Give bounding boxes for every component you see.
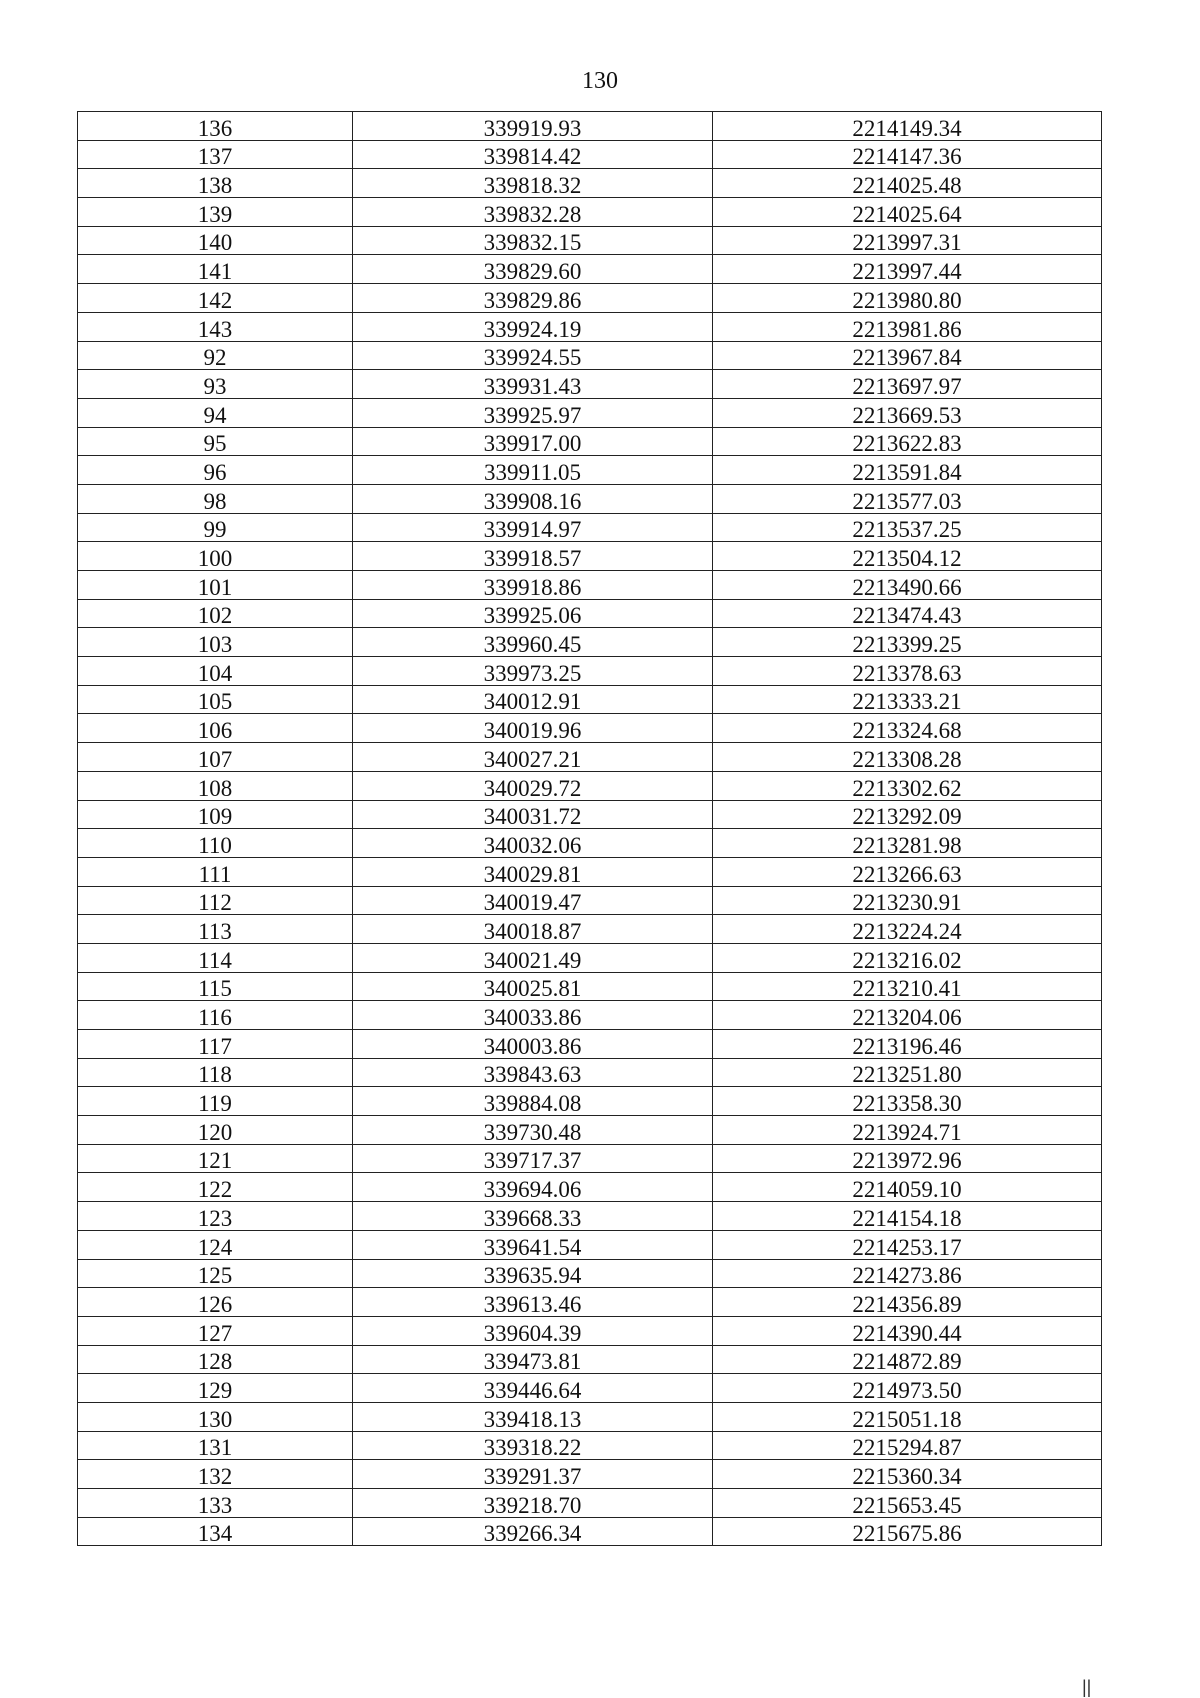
x-coordinate-cell: 339418.13 xyxy=(353,1402,713,1431)
y-coordinate-cell: 2213967.84 xyxy=(713,341,1102,370)
point-number-cell: 129 xyxy=(78,1374,353,1403)
x-coordinate-cell: 339925.06 xyxy=(353,599,713,628)
y-coordinate-cell: 2213972.96 xyxy=(713,1144,1102,1173)
x-coordinate-cell: 339931.43 xyxy=(353,370,713,399)
y-coordinate-cell: 2213924.71 xyxy=(713,1116,1102,1145)
x-coordinate-cell: 339613.46 xyxy=(353,1288,713,1317)
point-number-cell: 130 xyxy=(78,1402,353,1431)
x-coordinate-cell: 339668.33 xyxy=(353,1202,713,1231)
y-coordinate-cell: 2213216.02 xyxy=(713,943,1102,972)
y-coordinate-cell: 2213697.97 xyxy=(713,370,1102,399)
point-number-cell: 117 xyxy=(78,1030,353,1059)
y-coordinate-cell: 2214059.10 xyxy=(713,1173,1102,1202)
table-row xyxy=(78,1489,1102,1518)
table-row xyxy=(78,427,1102,456)
point-number-cell: 95 xyxy=(78,427,353,456)
table-row xyxy=(78,829,1102,858)
point-number-cell: 125 xyxy=(78,1259,353,1288)
table-row xyxy=(78,255,1102,284)
x-coordinate-cell: 339832.28 xyxy=(353,198,713,227)
point-number-cell: 116 xyxy=(78,1001,353,1030)
point-number-cell: 94 xyxy=(78,398,353,427)
y-coordinate-cell: 2213490.66 xyxy=(713,571,1102,600)
x-coordinate-cell: 339473.81 xyxy=(353,1345,713,1374)
x-coordinate-cell: 339924.55 xyxy=(353,341,713,370)
y-coordinate-cell: 2215675.86 xyxy=(713,1517,1102,1546)
table-row xyxy=(78,714,1102,743)
coordinates-table-body xyxy=(78,112,1102,1546)
point-number-cell: 132 xyxy=(78,1460,353,1489)
table-row xyxy=(78,628,1102,657)
y-coordinate-cell: 2214872.89 xyxy=(713,1345,1102,1374)
point-number-cell: 126 xyxy=(78,1288,353,1317)
point-number-cell: 107 xyxy=(78,743,353,772)
coordinates-table xyxy=(77,111,1102,1546)
y-coordinate-cell: 2213224.24 xyxy=(713,915,1102,944)
x-coordinate-cell: 340029.81 xyxy=(353,857,713,886)
y-coordinate-cell: 2213204.06 xyxy=(713,1001,1102,1030)
y-coordinate-cell: 2213669.53 xyxy=(713,398,1102,427)
table-row xyxy=(78,1030,1102,1059)
y-coordinate-cell: 2213474.43 xyxy=(713,599,1102,628)
table-row xyxy=(78,1001,1102,1030)
table-row xyxy=(78,1230,1102,1259)
x-coordinate-cell: 339919.93 xyxy=(353,112,713,141)
table-row xyxy=(78,1402,1102,1431)
point-number-cell: 127 xyxy=(78,1316,353,1345)
y-coordinate-cell: 2215294.87 xyxy=(713,1431,1102,1460)
table-row xyxy=(78,800,1102,829)
table-row xyxy=(78,1288,1102,1317)
point-number-cell: 103 xyxy=(78,628,353,657)
point-number-cell: 114 xyxy=(78,943,353,972)
y-coordinate-cell: 2213302.62 xyxy=(713,771,1102,800)
point-number-cell: 99 xyxy=(78,513,353,542)
x-coordinate-cell: 339925.97 xyxy=(353,398,713,427)
table-row xyxy=(78,1374,1102,1403)
table-row xyxy=(78,226,1102,255)
y-coordinate-cell: 2213981.86 xyxy=(713,312,1102,341)
point-number-cell: 104 xyxy=(78,657,353,686)
x-coordinate-cell: 340018.87 xyxy=(353,915,713,944)
table-row xyxy=(78,1173,1102,1202)
x-coordinate-cell: 339818.32 xyxy=(353,169,713,198)
table-row xyxy=(78,456,1102,485)
point-number-cell: 98 xyxy=(78,484,353,513)
point-number-cell: 140 xyxy=(78,226,353,255)
point-number-cell: 138 xyxy=(78,169,353,198)
table-row xyxy=(78,571,1102,600)
table-row xyxy=(78,1202,1102,1231)
x-coordinate-cell: 339908.16 xyxy=(353,484,713,513)
x-coordinate-cell: 340019.96 xyxy=(353,714,713,743)
y-coordinate-cell: 2213399.25 xyxy=(713,628,1102,657)
x-coordinate-cell: 339694.06 xyxy=(353,1173,713,1202)
table-row xyxy=(78,886,1102,915)
table-row xyxy=(78,1517,1102,1546)
table-row xyxy=(78,943,1102,972)
point-number-cell: 101 xyxy=(78,571,353,600)
page-number: 130 xyxy=(582,68,618,94)
x-coordinate-cell: 340033.86 xyxy=(353,1001,713,1030)
table-row xyxy=(78,685,1102,714)
table-row xyxy=(78,771,1102,800)
y-coordinate-cell: 2214149.34 xyxy=(713,112,1102,141)
y-coordinate-cell: 2214973.50 xyxy=(713,1374,1102,1403)
point-number-cell: 142 xyxy=(78,284,353,313)
point-number-cell: 137 xyxy=(78,140,353,169)
y-coordinate-cell: 2213622.83 xyxy=(713,427,1102,456)
point-number-cell: 93 xyxy=(78,370,353,399)
y-coordinate-cell: 2214273.86 xyxy=(713,1259,1102,1288)
y-coordinate-cell: 2213997.31 xyxy=(713,226,1102,255)
x-coordinate-cell: 339730.48 xyxy=(353,1116,713,1145)
table-row xyxy=(78,1460,1102,1489)
x-coordinate-cell: 339641.54 xyxy=(353,1230,713,1259)
x-coordinate-cell: 340032.06 xyxy=(353,829,713,858)
x-coordinate-cell: 339218.70 xyxy=(353,1489,713,1518)
x-coordinate-cell: 340027.21 xyxy=(353,743,713,772)
point-number-cell: 113 xyxy=(78,915,353,944)
y-coordinate-cell: 2214025.64 xyxy=(713,198,1102,227)
point-number-cell: 124 xyxy=(78,1230,353,1259)
point-number-cell: 139 xyxy=(78,198,353,227)
y-coordinate-cell: 2215360.34 xyxy=(713,1460,1102,1489)
y-coordinate-cell: 2213324.68 xyxy=(713,714,1102,743)
x-coordinate-cell: 339924.19 xyxy=(353,312,713,341)
table-row xyxy=(78,915,1102,944)
y-coordinate-cell: 2213537.25 xyxy=(713,513,1102,542)
y-coordinate-cell: 2213358.30 xyxy=(713,1087,1102,1116)
y-coordinate-cell: 2213577.03 xyxy=(713,484,1102,513)
point-number-cell: 92 xyxy=(78,341,353,370)
y-coordinate-cell: 2213378.63 xyxy=(713,657,1102,686)
y-coordinate-cell: 2214025.48 xyxy=(713,169,1102,198)
table-row xyxy=(78,542,1102,571)
point-number-cell: 109 xyxy=(78,800,353,829)
y-coordinate-cell: 2213196.46 xyxy=(713,1030,1102,1059)
y-coordinate-cell: 2213281.98 xyxy=(713,829,1102,858)
point-number-cell: 134 xyxy=(78,1517,353,1546)
x-coordinate-cell: 340019.47 xyxy=(353,886,713,915)
point-number-cell: 122 xyxy=(78,1173,353,1202)
table-row xyxy=(78,1144,1102,1173)
y-coordinate-cell: 2213591.84 xyxy=(713,456,1102,485)
table-row xyxy=(78,972,1102,1001)
point-number-cell: 121 xyxy=(78,1144,353,1173)
y-coordinate-cell: 2213210.41 xyxy=(713,972,1102,1001)
table-row xyxy=(78,284,1102,313)
table-row xyxy=(78,657,1102,686)
table-row xyxy=(78,1345,1102,1374)
point-number-cell: 118 xyxy=(78,1058,353,1087)
table-row xyxy=(78,312,1102,341)
x-coordinate-cell: 340029.72 xyxy=(353,771,713,800)
point-number-cell: 131 xyxy=(78,1431,353,1460)
x-coordinate-cell: 339843.63 xyxy=(353,1058,713,1087)
edge-mark: || xyxy=(1082,1677,1092,1697)
x-coordinate-cell: 339291.37 xyxy=(353,1460,713,1489)
point-number-cell: 128 xyxy=(78,1345,353,1374)
point-number-cell: 108 xyxy=(78,771,353,800)
x-coordinate-cell: 339717.37 xyxy=(353,1144,713,1173)
table-row xyxy=(78,1316,1102,1345)
x-coordinate-cell: 340025.81 xyxy=(353,972,713,1001)
table-row xyxy=(78,1259,1102,1288)
x-coordinate-cell: 339814.42 xyxy=(353,140,713,169)
y-coordinate-cell: 2214147.36 xyxy=(713,140,1102,169)
point-number-cell: 112 xyxy=(78,886,353,915)
x-coordinate-cell: 339918.86 xyxy=(353,571,713,600)
table-row xyxy=(78,341,1102,370)
y-coordinate-cell: 2213292.09 xyxy=(713,800,1102,829)
point-number-cell: 120 xyxy=(78,1116,353,1145)
x-coordinate-cell: 339884.08 xyxy=(353,1087,713,1116)
x-coordinate-cell: 339960.45 xyxy=(353,628,713,657)
table-row xyxy=(78,370,1102,399)
y-coordinate-cell: 2213997.44 xyxy=(713,255,1102,284)
table-row xyxy=(78,1116,1102,1145)
point-number-cell: 136 xyxy=(78,112,353,141)
y-coordinate-cell: 2213504.12 xyxy=(713,542,1102,571)
point-number-cell: 123 xyxy=(78,1202,353,1231)
point-number-cell: 119 xyxy=(78,1087,353,1116)
x-coordinate-cell: 339918.57 xyxy=(353,542,713,571)
table-row xyxy=(78,857,1102,886)
x-coordinate-cell: 339832.15 xyxy=(353,226,713,255)
x-coordinate-cell: 339266.34 xyxy=(353,1517,713,1546)
table-row xyxy=(78,1058,1102,1087)
y-coordinate-cell: 2213333.21 xyxy=(713,685,1102,714)
x-coordinate-cell: 339911.05 xyxy=(353,456,713,485)
x-coordinate-cell: 339914.97 xyxy=(353,513,713,542)
table-row xyxy=(78,599,1102,628)
point-number-cell: 115 xyxy=(78,972,353,1001)
x-coordinate-cell: 339604.39 xyxy=(353,1316,713,1345)
point-number-cell: 111 xyxy=(78,857,353,886)
y-coordinate-cell: 2213266.63 xyxy=(713,857,1102,886)
table-row xyxy=(78,743,1102,772)
x-coordinate-cell: 340012.91 xyxy=(353,685,713,714)
point-number-cell: 110 xyxy=(78,829,353,858)
x-coordinate-cell: 340031.72 xyxy=(353,800,713,829)
point-number-cell: 105 xyxy=(78,685,353,714)
point-number-cell: 141 xyxy=(78,255,353,284)
x-coordinate-cell: 339635.94 xyxy=(353,1259,713,1288)
y-coordinate-cell: 2215051.18 xyxy=(713,1402,1102,1431)
x-coordinate-cell: 339829.86 xyxy=(353,284,713,313)
point-number-cell: 106 xyxy=(78,714,353,743)
y-coordinate-cell: 2213308.28 xyxy=(713,743,1102,772)
table-row xyxy=(78,1087,1102,1116)
y-coordinate-cell: 2214154.18 xyxy=(713,1202,1102,1231)
table-row xyxy=(78,140,1102,169)
y-coordinate-cell: 2214253.17 xyxy=(713,1230,1102,1259)
x-coordinate-cell: 340003.86 xyxy=(353,1030,713,1059)
x-coordinate-cell: 339318.22 xyxy=(353,1431,713,1460)
y-coordinate-cell: 2214356.89 xyxy=(713,1288,1102,1317)
table-row xyxy=(78,513,1102,542)
point-number-cell: 133 xyxy=(78,1489,353,1518)
table-row xyxy=(78,1431,1102,1460)
point-number-cell: 143 xyxy=(78,312,353,341)
table-row xyxy=(78,198,1102,227)
x-coordinate-cell: 339446.64 xyxy=(353,1374,713,1403)
y-coordinate-cell: 2213980.80 xyxy=(713,284,1102,313)
y-coordinate-cell: 2214390.44 xyxy=(713,1316,1102,1345)
point-number-cell: 96 xyxy=(78,456,353,485)
point-number-cell: 100 xyxy=(78,542,353,571)
y-coordinate-cell: 2213251.80 xyxy=(713,1058,1102,1087)
x-coordinate-cell: 339829.60 xyxy=(353,255,713,284)
point-number-cell: 102 xyxy=(78,599,353,628)
table-row xyxy=(78,398,1102,427)
x-coordinate-cell: 339917.00 xyxy=(353,427,713,456)
x-coordinate-cell: 339973.25 xyxy=(353,657,713,686)
table-row xyxy=(78,112,1102,141)
y-coordinate-cell: 2213230.91 xyxy=(713,886,1102,915)
y-coordinate-cell: 2215653.45 xyxy=(713,1489,1102,1518)
x-coordinate-cell: 340021.49 xyxy=(353,943,713,972)
table-row xyxy=(78,169,1102,198)
table-row xyxy=(78,484,1102,513)
